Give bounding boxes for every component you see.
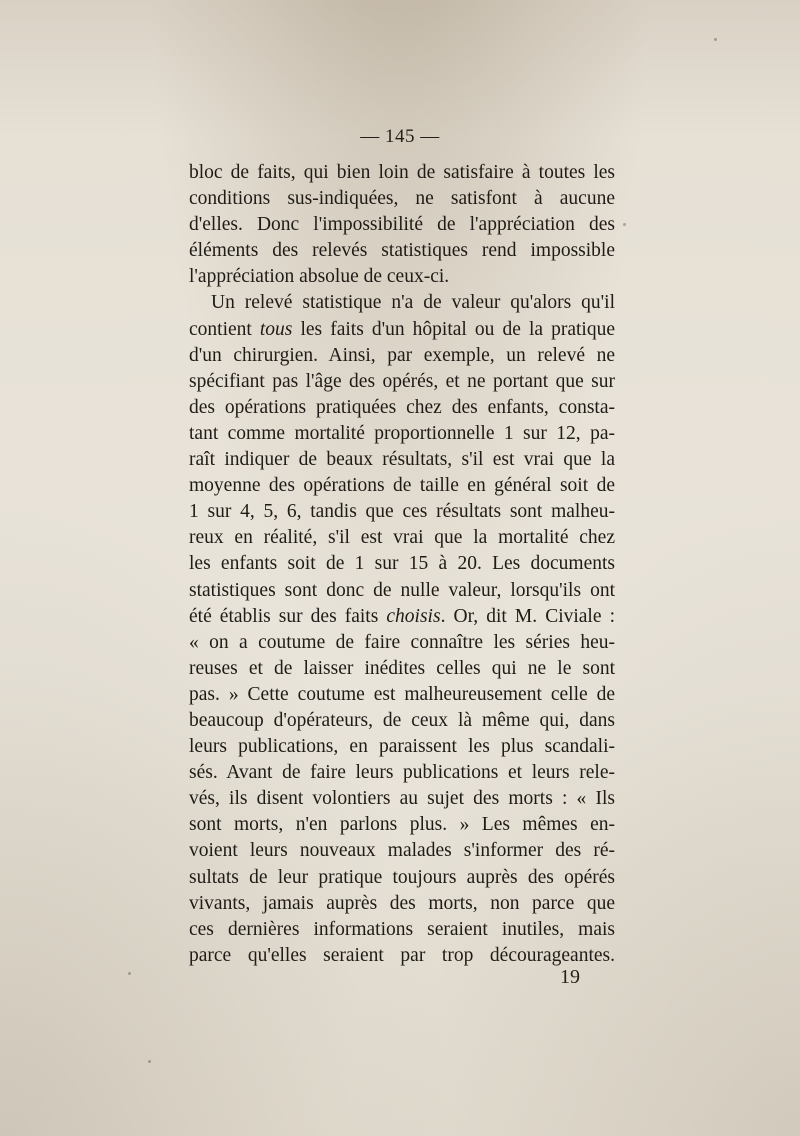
paper-speck — [148, 1060, 151, 1063]
text-line: spécifiant pas l'âge des opérés, et ne portant que sur — [189, 370, 615, 392]
text-line: éléments des relevés statistiques rend impossible — [189, 240, 615, 262]
text-line: conditions sus-indiquées, ne satisfont à aucune — [189, 188, 615, 210]
italic-word: tous — [259, 318, 293, 340]
text-line: « on a coutume de faire connaître les séries heu- — [189, 631, 615, 653]
text-line: sés. Avant de faire leurs publications et leurs rele- — [189, 762, 615, 784]
body-text — [189, 160, 615, 969]
paper-speck — [714, 38, 717, 41]
text-line: 1 sur 4, 5, 6, tandis que ces résultats sont malheu- — [189, 501, 615, 523]
text-line: beaucoup d'opérateurs, de ceux là même qui, dans — [189, 709, 615, 731]
text-line: des opérations pratiquées chez des enfants, consta- — [189, 396, 615, 418]
text-line: reuses et de laisser inédites celles qui ne le sont — [189, 657, 615, 679]
text-line: moyenne des opérations de taille en général soit de — [189, 475, 615, 497]
paper-speck — [128, 972, 131, 975]
text-line: l'appréciation absolue de ceux-ci. — [189, 266, 450, 288]
text-line: bloc de faits, qui bien loin de satisfaire à toutes les — [189, 162, 615, 183]
text-line: sultats de leur pratique toujours auprès des opérés — [189, 866, 615, 888]
text-line: voient leurs nouveaux malades s'informer des ré- — [189, 840, 615, 862]
italic-word: choisis — [386, 605, 441, 627]
page-number-header: — 145 — — [360, 126, 440, 147]
text-line: pas. » Cette coutume est malheureusement celle de — [189, 683, 615, 705]
text-line: vés, ils disent volontiers au sujet des morts : « Ils — [189, 788, 615, 810]
text-line: les enfants soit de 1 sur 15 à 20. Les documents — [189, 553, 615, 575]
signature-mark: 19 — [560, 966, 580, 988]
text-line: reux en réalité, s'il est vrai que la mortalité chez — [189, 527, 615, 549]
text-line: contient tous les faits d'un hôpital ou de la pratique — [189, 318, 615, 340]
text-line: ces dernières informations seraient inutiles, mais — [189, 918, 615, 940]
text-line: tant comme mortalité proportionnelle 1 sur 12, pa- — [189, 422, 615, 444]
text-line: d'un chirurgien. Ainsi, par exemple, un relevé ne — [189, 344, 615, 366]
text-line: leurs publications, en paraissent les plus scandali- — [189, 736, 615, 758]
text-line: Un relevé statistique n'a de valeur qu'alors qu'il — [211, 292, 615, 314]
text-line: parce qu'elles seraient par trop décourageantes. — [189, 944, 615, 966]
text-line: raît indiquer de beaux résultats, s'il est vrai que la — [189, 449, 615, 471]
text-line: d'elles. Donc l'impossibilité de l'appréciation des — [189, 214, 615, 236]
text-line: été établis sur des faits choisis. Or, dit M. Civiale : — [189, 605, 615, 627]
text-line: statistiques sont donc de nulle valeur, lorsqu'ils ont — [189, 579, 615, 601]
text-line: sont morts, n'en parlons plus. » Les mêmes en- — [189, 814, 615, 836]
paper-speck — [623, 223, 626, 226]
text-line: vivants, jamais auprès des morts, non parce que — [189, 892, 615, 914]
